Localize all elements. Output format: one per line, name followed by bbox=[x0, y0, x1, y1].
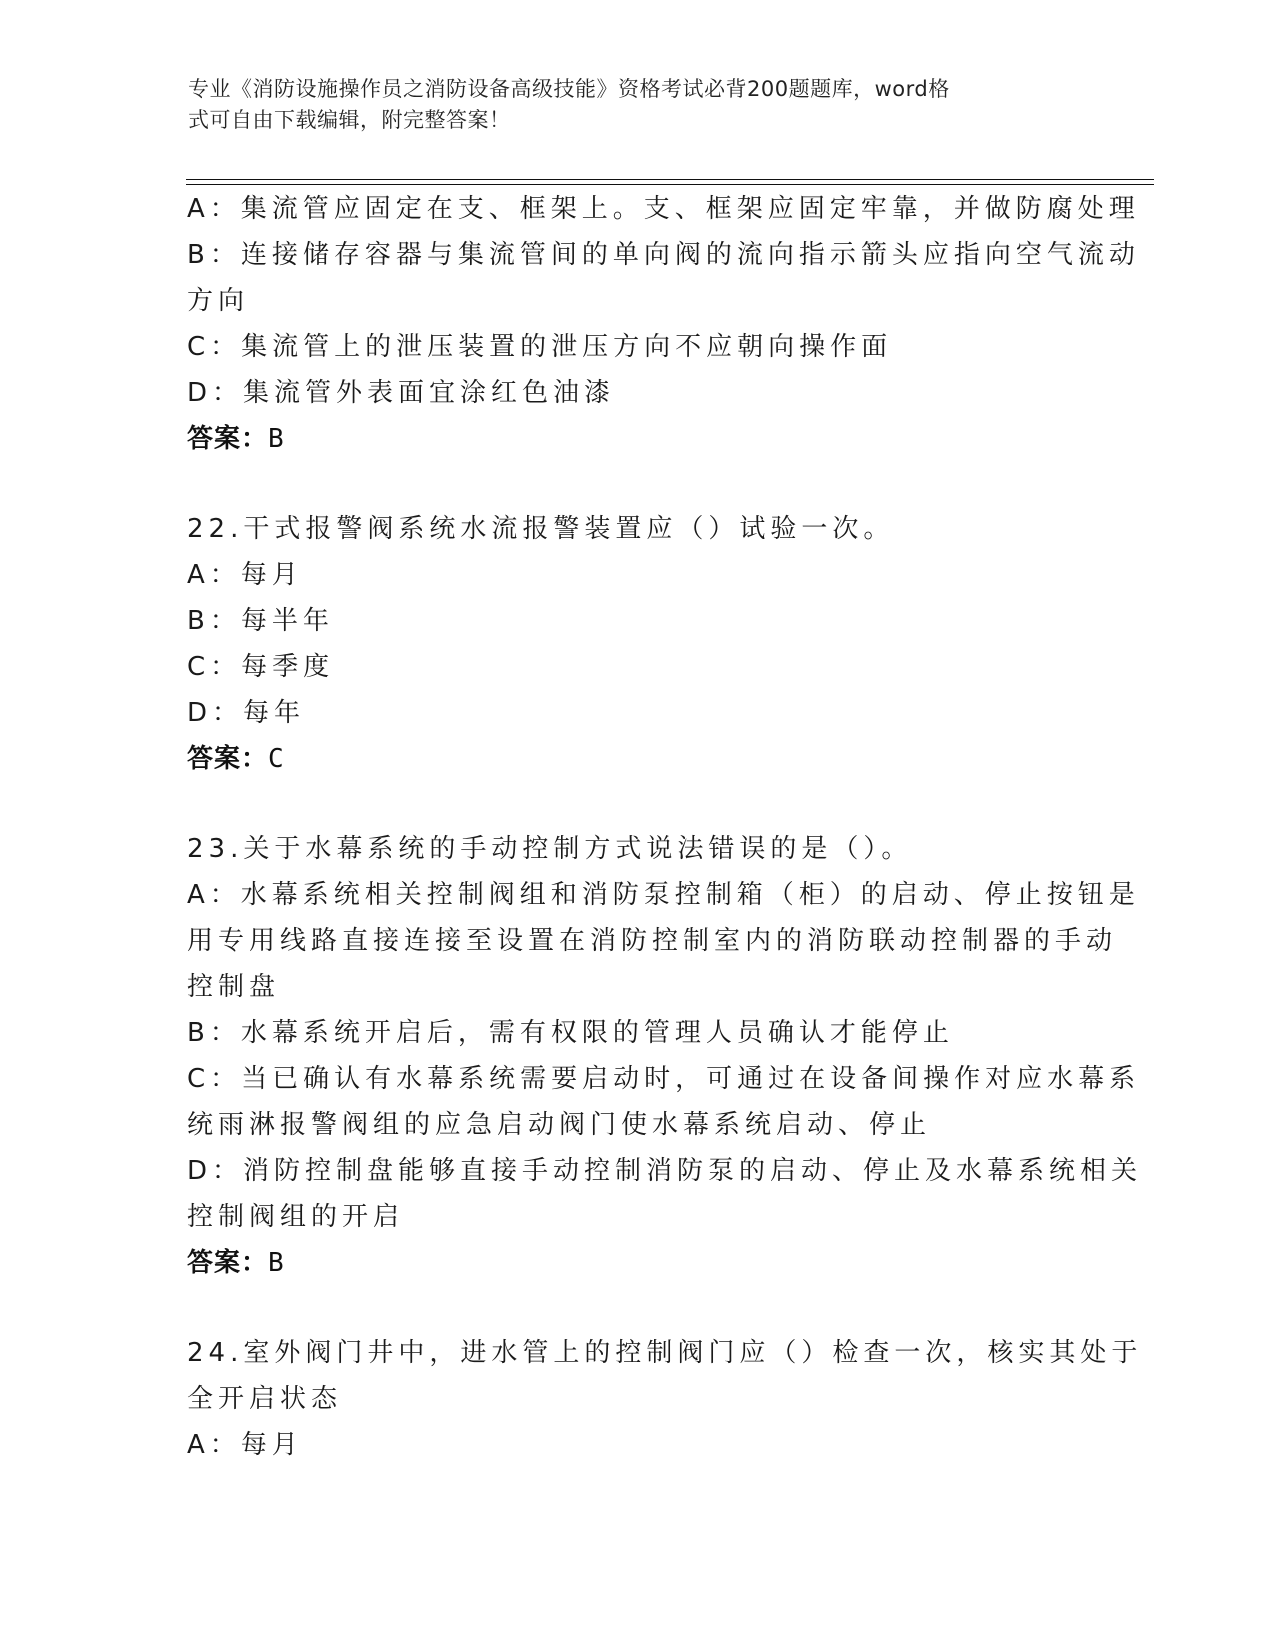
question-list bbox=[187, 186, 1143, 1468]
answer-label: 答案： bbox=[187, 744, 269, 774]
question-24 bbox=[187, 1330, 1143, 1468]
answer-value: B bbox=[268, 424, 285, 454]
question-stem: 22.干式报警阀系统水流报警装置应（）试验一次。 bbox=[187, 514, 895, 544]
answer-label: 答案： bbox=[187, 1248, 269, 1278]
option-b-continued: 方向 bbox=[187, 286, 250, 316]
question-stem-continued: 全开启状态 bbox=[187, 1384, 343, 1414]
answer-value: C bbox=[268, 744, 285, 774]
option-d: D：每年 bbox=[187, 698, 306, 728]
option-c: C：每季度 bbox=[187, 652, 335, 682]
header-line-2: 式可自由下载编辑，附完整答案！ bbox=[188, 108, 511, 132]
option-a: A：每月 bbox=[187, 1430, 303, 1460]
option-d: D：集流管外表面宜涂红色油漆 bbox=[187, 378, 616, 408]
question-21 bbox=[187, 186, 1140, 462]
question-stem: 24.室外阀门井中，进水管上的控制阀门应（）检查一次，核实其处于 bbox=[187, 1338, 1143, 1368]
option-a: A：集流管应固定在支、框架上。支、框架应固定牢靠，并做防腐处理 bbox=[187, 194, 1140, 224]
option-c-continued: 统雨淋报警阀组的应急启动阀门使水幕系统启动、停止 bbox=[187, 1110, 932, 1140]
answer-value: B bbox=[268, 1248, 285, 1278]
question-23 bbox=[187, 826, 1143, 1286]
answer-label: 答案： bbox=[187, 424, 269, 454]
option-a-continued: 控制盘 bbox=[187, 972, 281, 1002]
option-c: C：当已确认有水幕系统需要启动时，可通过在设备间操作对应水幕系 bbox=[187, 1064, 1141, 1094]
option-a-continued: 用专用线路直接连接至设置在消防控制室内的消防联动控制器的手动 bbox=[187, 926, 1118, 956]
option-b: B：每半年 bbox=[187, 606, 334, 636]
header-divider-top bbox=[186, 179, 1154, 180]
question-stem: 23.关于水幕系统的手动控制方式说法错误的是（）。 bbox=[187, 834, 913, 864]
option-d: D：消防控制盘能够直接手动控制消防泵的启动、停止及水幕系统相关 bbox=[187, 1156, 1143, 1186]
header-divider-bottom bbox=[186, 184, 1154, 185]
answer-line bbox=[187, 736, 1087, 782]
header-line-1: 专业《消防设施操作员之消防设备高级技能》资格考试必背200题题库，word格 bbox=[188, 77, 950, 101]
answer-line bbox=[187, 416, 1087, 462]
option-a: A：每月 bbox=[187, 560, 303, 590]
option-b: B：水幕系统开启后，需有权限的管理人员确认才能停止 bbox=[187, 1018, 954, 1048]
option-c: C：集流管上的泄压装置的泄压方向不应朝向操作面 bbox=[187, 332, 893, 362]
question-22 bbox=[187, 506, 1087, 782]
option-a: A：水幕系统相关控制阀组和消防泵控制箱（柜）的启动、停止按钮是 bbox=[187, 880, 1140, 910]
option-d-continued: 控制阀组的开启 bbox=[187, 1202, 405, 1232]
document-header bbox=[188, 74, 1068, 136]
answer-line bbox=[187, 1240, 1087, 1286]
option-b: B：连接储存容器与集流管间的单向阀的流向指示箭头应指向空气流动 bbox=[187, 240, 1140, 270]
